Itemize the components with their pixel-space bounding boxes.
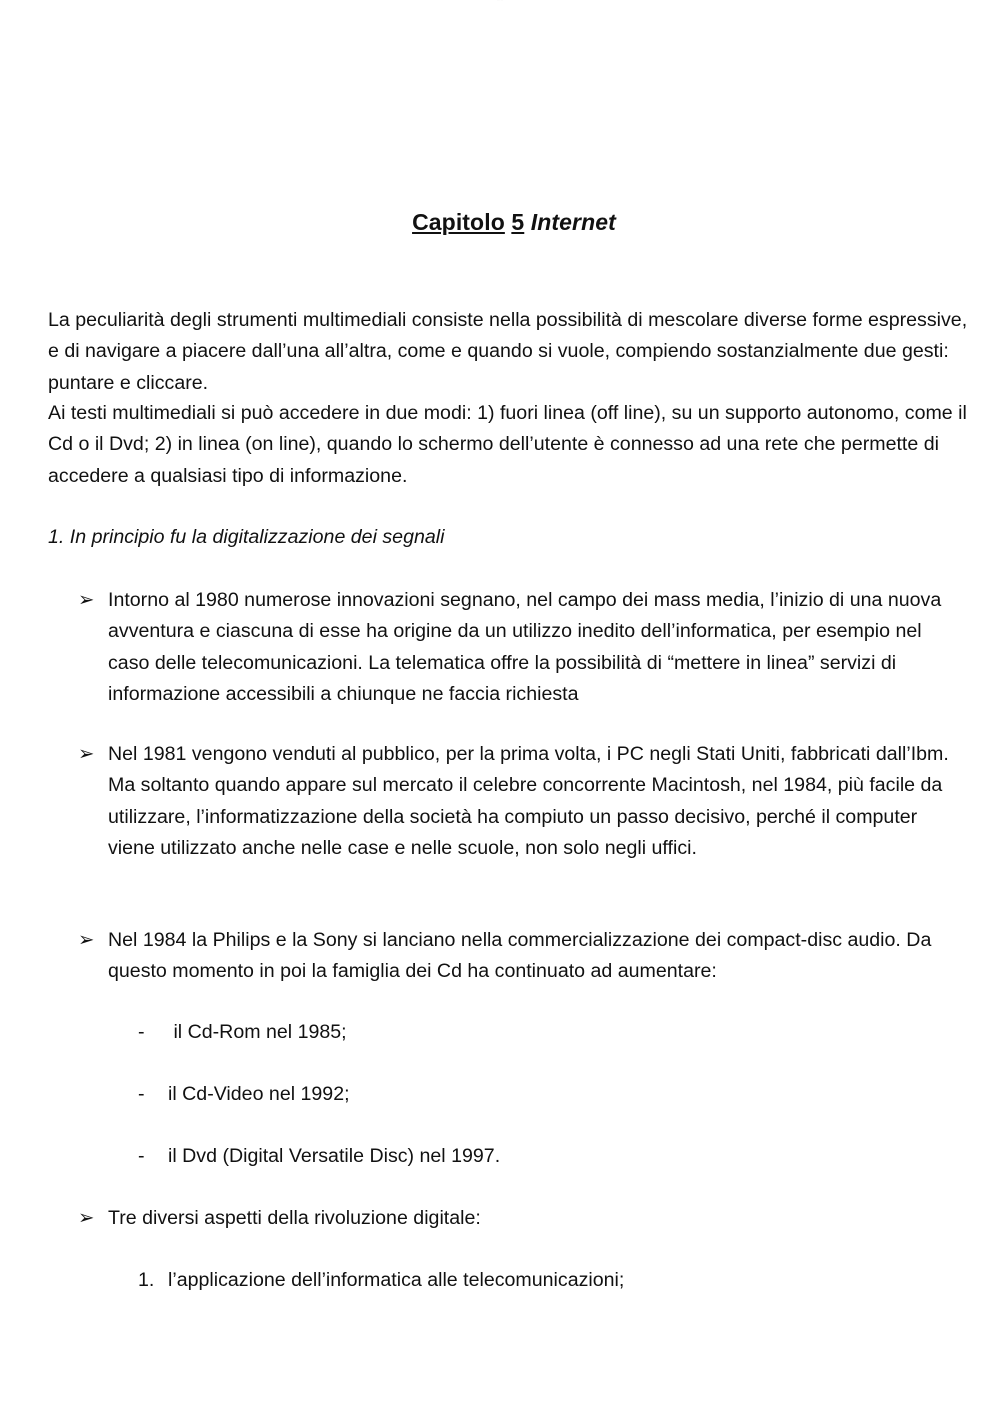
dash-list-item xyxy=(138,1079,350,1110)
bullet-arrow-icon: ➢ xyxy=(78,743,95,765)
bullet-arrow-icon: ➢ xyxy=(78,589,95,611)
bullet-item xyxy=(78,739,958,864)
bullet-arrow-icon: ➢ xyxy=(78,1207,95,1229)
bullet-item xyxy=(78,925,958,988)
bullet-text: Tre diversi aspetti della rivoluzione digitale: xyxy=(108,1207,481,1229)
bullet-text: Nel 1984 la Philips e la Sony si lanciano nella commercializzazione dei compact-disc audio. Da questo momento in poi la famiglia dei Cd ha continuato ad aumentare: xyxy=(108,929,932,983)
number-marker: 1. xyxy=(138,1269,155,1291)
dash-item-text: il Dvd (Digital Versatile Disc) nel 1997. xyxy=(168,1145,501,1167)
intro-paragraph-1: La peculiarità degli strumenti multimediali consiste nella possibilità di mescolare diverse forme espressive, e di navigare a piacere dall’una all’altra, come e quando si vuole, compiendo sostanzialmente due gesti: puntare e cliccare. xyxy=(48,309,968,394)
bullet-text: Nel 1981 vengono venduti al pubblico, per la prima volta, i PC negli Stati Uniti, fabbricati dall’Ibm. Ma soltanto quando appare sul mercato il celebre concorrente Macintosh, nel 1984, più facile da utilizzare, l’informatizzazione della società ha compiuto un passo decisivo, perché il computer viene utilizzato anche nelle case e nelle scuole, non solo negli uffici. xyxy=(108,743,949,859)
dash-item-text: il Cd-Rom nel 1985; xyxy=(168,1021,347,1043)
dash-list-item xyxy=(138,1141,500,1172)
title-chapter-name: Internet xyxy=(530,209,616,235)
dash-marker: - xyxy=(138,1021,145,1043)
intro-paragraph-2: Ai testi multimediali si può accedere in due modi: 1) fuori linea (off line), su un supporto autonomo, come il Cd o il Dvd; 2) in linea (on line), quando lo schermo dell’utente è connesso ad una rete che permette di accedere a qualsiasi tipo di informazione. xyxy=(48,402,967,487)
header-mark: · · · · · xyxy=(497,0,503,2)
title-chapter-word: Capitolo xyxy=(412,209,505,235)
dash-list-item xyxy=(138,1017,347,1048)
page-title xyxy=(0,209,1000,236)
section-heading: 1. In principio fu la digitalizzazione dei segnali xyxy=(48,526,445,548)
bullet-item xyxy=(78,1203,958,1234)
title-chapter-number: 5 xyxy=(511,209,525,235)
dash-item-text: il Cd-Video nel 1992; xyxy=(168,1083,350,1105)
numbered-list-item xyxy=(138,1265,624,1296)
bullet-arrow-icon: ➢ xyxy=(78,929,95,951)
dash-marker: - xyxy=(138,1083,145,1105)
bullet-item xyxy=(78,585,958,710)
numbered-item-text: l’applicazione dell’informatica alle telecomunicazioni; xyxy=(168,1269,625,1291)
bullet-text: Intorno al 1980 numerose innovazioni segnano, nel campo dei mass media, l’inizio di una nuova avventura e ciascuna di esse ha origine da un utilizzo inedito dell’informatica, per esempio nel caso delle telecomunicazioni. La telematica offre la possibilità di “mettere in linea” servizi di informazione accessibili a chiunque ne faccia richiesta xyxy=(108,589,942,705)
dash-marker: - xyxy=(138,1145,145,1167)
